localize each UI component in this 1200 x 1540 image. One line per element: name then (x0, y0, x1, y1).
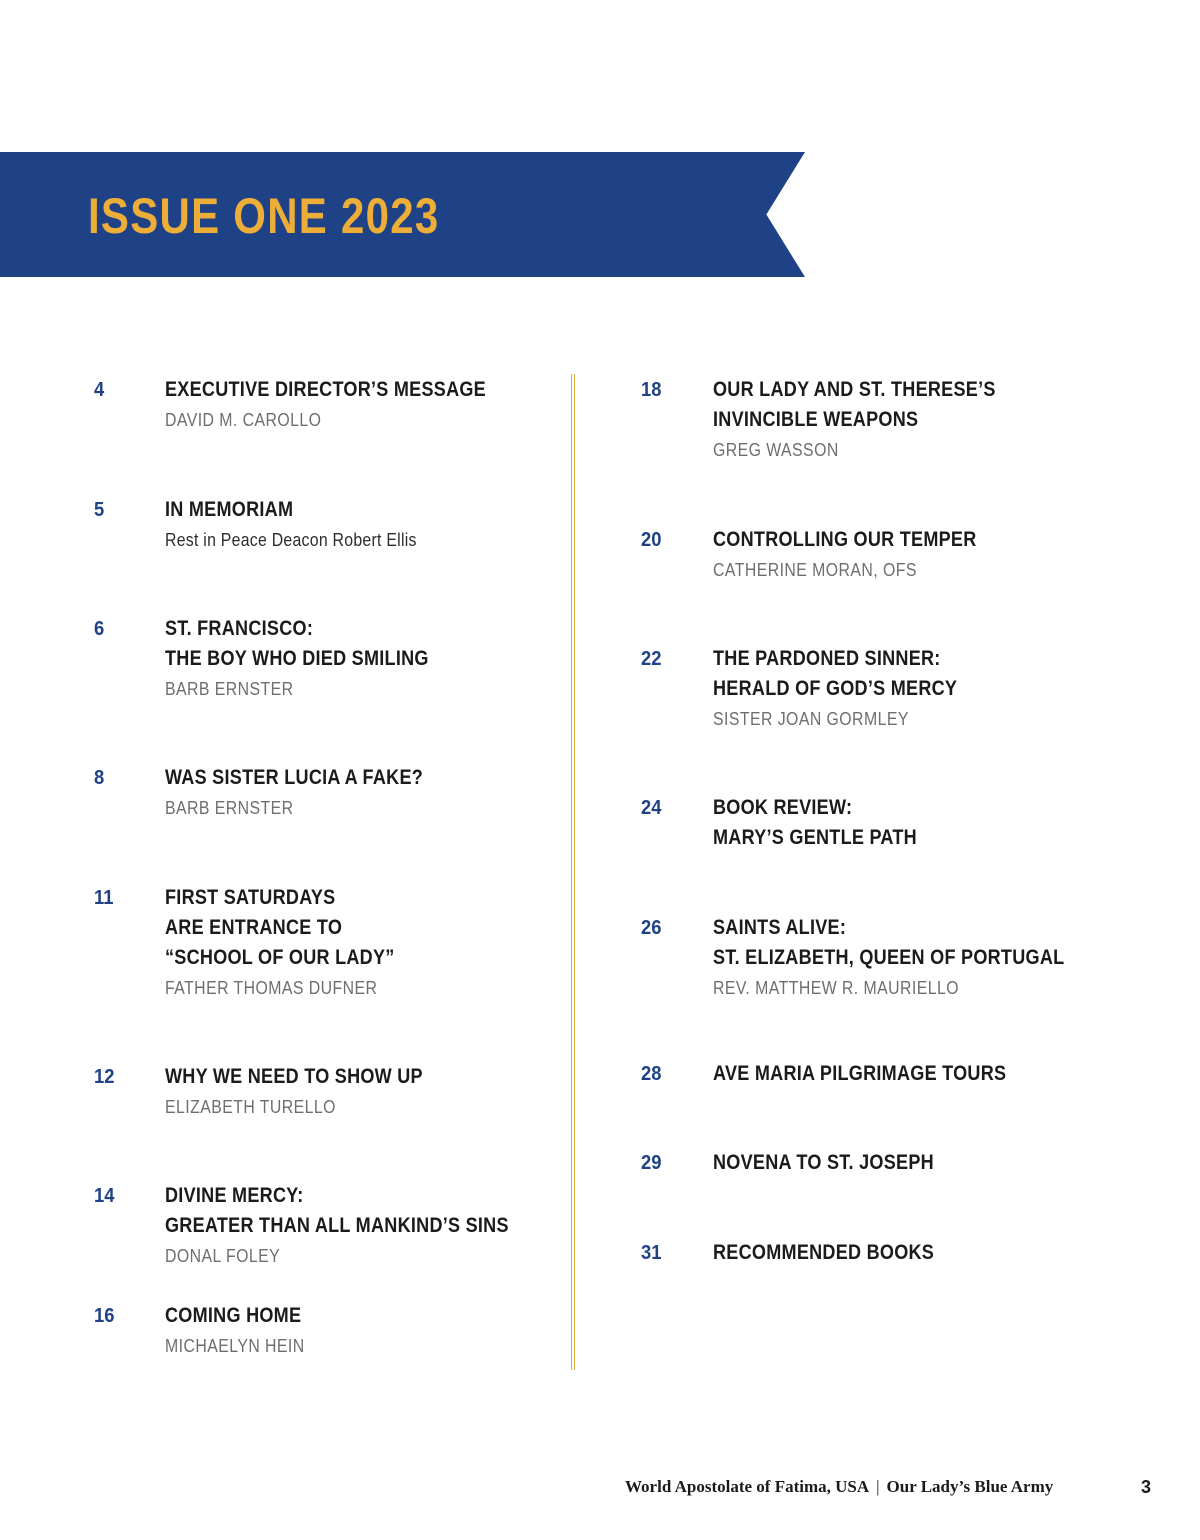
footer-tagline: Our Lady’s Blue Army (886, 1477, 1054, 1496)
toc-title: THE BOY WHO DIED SMILING (165, 647, 429, 670)
toc-page-number: 20 (641, 529, 662, 551)
toc-author: Rest in Peace Deacon Robert Ellis (165, 530, 417, 550)
toc-page-number: 26 (641, 917, 662, 939)
toc-page-number: 16 (94, 1305, 115, 1327)
toc-page-number: 11 (94, 887, 114, 909)
toc-title: MARY’S GENTLE PATH (713, 826, 917, 849)
toc-title: COMING HOME (165, 1304, 302, 1327)
toc-title: NOVENA TO ST. JOSEPH (713, 1151, 934, 1174)
toc-author: BARB ERNSTER (165, 679, 294, 699)
toc-page-number: 6 (94, 618, 105, 640)
column-divider (571, 374, 575, 1370)
issue-title: ISSUE ONE 2023 (88, 188, 440, 244)
toc-page-number: 28 (641, 1063, 662, 1085)
toc-title: WAS SISTER LUCIA A FAKE? (165, 766, 424, 789)
toc-author: SISTER JOAN GORMLEY (713, 709, 909, 729)
footer-separator: | (876, 1477, 880, 1496)
toc-author: CATHERINE MORAN, OFS (713, 560, 917, 580)
toc-author: REV. MATTHEW R. MAURIELLO (713, 978, 960, 998)
toc-title: ST. ELIZABETH, QUEEN OF PORTUGAL (713, 946, 1065, 969)
toc-title: “SCHOOL OF OUR LADY” (165, 946, 395, 969)
toc-page-number: 31 (641, 1242, 662, 1264)
toc-title: CONTROLLING OUR TEMPER (713, 528, 977, 551)
toc-author: DAVID M. CAROLLO (165, 410, 322, 430)
toc-page-number: 18 (641, 379, 662, 401)
toc-page-number: 4 (94, 379, 105, 401)
toc-author: ELIZABETH TURELLO (165, 1097, 336, 1117)
toc-title: OUR LADY AND ST. THERESE’S (713, 378, 996, 401)
toc-author: MICHAELYN HEIN (165, 1336, 305, 1356)
toc-author: GREG WASSON (713, 440, 839, 460)
toc-title: SAINTS ALIVE: (713, 916, 847, 939)
toc-author: DONAL FOLEY (165, 1246, 281, 1266)
toc-title: WHY WE NEED TO SHOW UP (165, 1065, 423, 1088)
toc-title: INVINCIBLE WEAPONS (713, 408, 919, 431)
toc-page-number: 8 (94, 767, 105, 789)
toc-title: IN MEMORIAM (165, 498, 294, 521)
footer-credit (625, 1476, 1053, 1498)
toc-title: EXECUTIVE DIRECTOR’S MESSAGE (165, 378, 486, 401)
toc-page-number: 5 (94, 499, 105, 521)
toc-title: GREATER THAN ALL MANKIND’S SINS (165, 1214, 509, 1237)
toc-author: FATHER THOMAS DUFNER (165, 978, 378, 998)
toc-title: ARE ENTRANCE TO (165, 916, 343, 939)
toc-title: RECOMMENDED BOOKS (713, 1241, 935, 1264)
toc-title: FIRST SATURDAYS (165, 886, 336, 909)
page-number: 3 (1141, 1477, 1152, 1497)
toc-title: AVE MARIA PILGRIMAGE TOURS (713, 1062, 1007, 1085)
toc-page-number: 22 (641, 648, 662, 670)
toc-title: DIVINE MERCY: (165, 1184, 304, 1207)
toc-title: ST. FRANCISCO: (165, 617, 314, 640)
toc-page-number: 24 (641, 797, 662, 819)
toc-page-number: 29 (641, 1152, 662, 1174)
toc-page-number: 12 (94, 1066, 115, 1088)
toc-author: BARB ERNSTER (165, 798, 294, 818)
toc-title: BOOK REVIEW: (713, 796, 853, 819)
toc-title: HERALD OF GOD’S MERCY (713, 677, 958, 700)
toc-page-number: 14 (94, 1185, 115, 1207)
toc-title: THE PARDONED SINNER: (713, 647, 941, 670)
footer-org: World Apostolate of Fatima, USA (625, 1477, 870, 1496)
